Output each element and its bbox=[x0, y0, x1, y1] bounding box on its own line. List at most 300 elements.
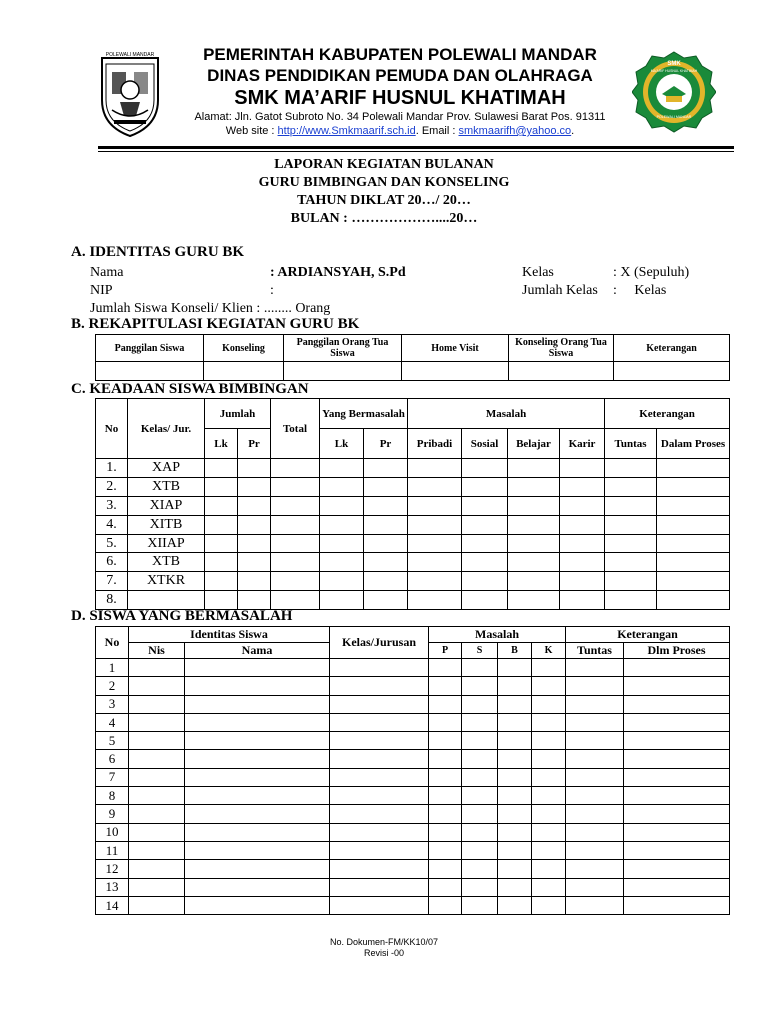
entry-cell[interactable] bbox=[320, 496, 364, 515]
entry-cell[interactable] bbox=[605, 515, 657, 534]
rekap-cell[interactable] bbox=[204, 362, 284, 381]
entry-cell[interactable] bbox=[560, 572, 605, 591]
entry-cell[interactable] bbox=[429, 787, 462, 805]
entry-cell[interactable] bbox=[532, 860, 566, 878]
entry-cell[interactable] bbox=[532, 750, 566, 768]
entry-cell[interactable] bbox=[560, 591, 605, 610]
entry-cell[interactable] bbox=[624, 823, 730, 841]
entry-cell[interactable] bbox=[129, 732, 185, 750]
entry-cell[interactable] bbox=[238, 496, 271, 515]
table-row bbox=[96, 713, 730, 731]
row-number: 5. bbox=[96, 534, 128, 553]
entry-cell[interactable] bbox=[560, 553, 605, 572]
entry-cell[interactable] bbox=[330, 805, 429, 823]
entry-cell[interactable] bbox=[508, 477, 560, 496]
nip-label: NIP bbox=[90, 283, 113, 298]
col-karir: Karir bbox=[560, 429, 605, 459]
entry-cell[interactable] bbox=[624, 860, 730, 878]
entry-cell[interactable] bbox=[566, 878, 624, 896]
table-row bbox=[96, 677, 730, 695]
entry-cell[interactable] bbox=[364, 496, 408, 515]
entry-cell[interactable] bbox=[532, 878, 566, 896]
entry-cell[interactable] bbox=[605, 459, 657, 478]
row-number: 13 bbox=[96, 878, 129, 896]
entry-cell[interactable] bbox=[129, 787, 185, 805]
entry-cell[interactable] bbox=[560, 534, 605, 553]
entry-cell[interactable] bbox=[462, 553, 508, 572]
col-jumlah: Jumlah bbox=[205, 399, 271, 429]
entry-cell[interactable] bbox=[624, 713, 730, 731]
col-lk: Lk bbox=[205, 429, 238, 459]
entry-cell[interactable] bbox=[462, 805, 498, 823]
entry-cell[interactable] bbox=[408, 459, 462, 478]
school-name: SMK MA’ARIF HUSNUL KHATIMAH bbox=[234, 87, 566, 109]
entry-cell[interactable] bbox=[185, 896, 330, 914]
keadaan-table bbox=[95, 398, 730, 610]
email-link[interactable]: smkmaarifh@yahoo.co bbox=[458, 125, 572, 137]
entry-cell[interactable] bbox=[185, 713, 330, 731]
entry-cell[interactable] bbox=[566, 677, 624, 695]
entry-cell[interactable] bbox=[129, 677, 185, 695]
entry-cell[interactable] bbox=[498, 677, 532, 695]
row-number: 3 bbox=[96, 695, 129, 713]
entry-cell[interactable] bbox=[271, 459, 320, 478]
entry-cell[interactable] bbox=[532, 695, 566, 713]
entry-cell[interactable] bbox=[320, 534, 364, 553]
entry-cell[interactable] bbox=[624, 750, 730, 768]
row-number: 7. bbox=[96, 572, 128, 591]
col-keterangan: Keterangan bbox=[566, 627, 730, 643]
entry-cell[interactable] bbox=[429, 695, 462, 713]
row-number: 4 bbox=[96, 713, 129, 731]
entry-cell[interactable] bbox=[238, 477, 271, 496]
entry-cell[interactable] bbox=[605, 496, 657, 515]
entry-cell[interactable] bbox=[566, 768, 624, 786]
row-number: 6 bbox=[96, 750, 129, 768]
entry-cell[interactable] bbox=[364, 459, 408, 478]
entry-cell[interactable] bbox=[605, 591, 657, 610]
entry-cell[interactable] bbox=[330, 841, 429, 859]
entry-cell[interactable] bbox=[605, 534, 657, 553]
entry-cell[interactable] bbox=[185, 659, 330, 677]
entry-cell[interactable] bbox=[330, 677, 429, 695]
entry-cell[interactable] bbox=[462, 496, 508, 515]
entry-cell[interactable] bbox=[238, 534, 271, 553]
entry-cell[interactable] bbox=[657, 572, 730, 591]
entry-cell[interactable] bbox=[408, 496, 462, 515]
entry-cell[interactable] bbox=[129, 860, 185, 878]
entry-cell[interactable] bbox=[185, 695, 330, 713]
col-masalah: Masalah bbox=[429, 627, 566, 643]
table-row bbox=[96, 750, 730, 768]
entry-cell[interactable] bbox=[532, 805, 566, 823]
entry-cell[interactable] bbox=[271, 553, 320, 572]
title-line-3: TAHUN DIKLAT 20…/ 20… bbox=[297, 193, 471, 208]
entry-cell[interactable] bbox=[560, 459, 605, 478]
entry-cell[interactable] bbox=[462, 459, 508, 478]
entry-cell[interactable] bbox=[462, 841, 498, 859]
dept-line: DINAS PENDIDIKAN PEMUDA DAN OLAHRAGA bbox=[207, 66, 593, 85]
rekap-cell[interactable] bbox=[96, 362, 204, 381]
row-kelas: XAP bbox=[128, 459, 205, 478]
entry-cell[interactable] bbox=[185, 823, 330, 841]
entry-cell[interactable] bbox=[364, 572, 408, 591]
entry-cell[interactable] bbox=[185, 860, 330, 878]
entry-cell[interactable] bbox=[429, 896, 462, 914]
entry-cell[interactable] bbox=[498, 787, 532, 805]
entry-cell[interactable] bbox=[364, 534, 408, 553]
entry-cell[interactable] bbox=[185, 787, 330, 805]
entry-cell[interactable] bbox=[429, 878, 462, 896]
revision: Revisi -00 bbox=[363, 948, 404, 958]
section-d-heading: D. SISWA YANG BERMASALAH bbox=[71, 608, 293, 624]
entry-cell[interactable] bbox=[330, 732, 429, 750]
entry-cell[interactable] bbox=[560, 496, 605, 515]
entry-cell[interactable] bbox=[657, 459, 730, 478]
entry-cell[interactable] bbox=[238, 459, 271, 478]
entry-cell[interactable] bbox=[657, 591, 730, 610]
entry-cell[interactable] bbox=[408, 591, 462, 610]
entry-cell[interactable] bbox=[532, 768, 566, 786]
row-number: 5 bbox=[96, 732, 129, 750]
table-row bbox=[96, 496, 730, 515]
row-number: 8 bbox=[96, 787, 129, 805]
rekap-cell[interactable] bbox=[509, 362, 614, 381]
entry-cell[interactable] bbox=[624, 878, 730, 896]
entry-cell[interactable] bbox=[532, 732, 566, 750]
entry-cell[interactable] bbox=[271, 534, 320, 553]
entry-cell[interactable] bbox=[532, 896, 566, 914]
entry-cell[interactable] bbox=[657, 534, 730, 553]
entry-cell[interactable] bbox=[271, 591, 320, 610]
entry-cell[interactable] bbox=[498, 805, 532, 823]
entry-cell[interactable] bbox=[185, 750, 330, 768]
entry-cell[interactable] bbox=[271, 515, 320, 534]
entry-cell[interactable] bbox=[657, 496, 730, 515]
row-number: 2. bbox=[96, 477, 128, 496]
entry-cell[interactable] bbox=[320, 459, 364, 478]
entry-cell[interactable] bbox=[462, 787, 498, 805]
row-kelas: XIAP bbox=[128, 496, 205, 515]
entry-cell[interactable] bbox=[566, 659, 624, 677]
entry-cell[interactable] bbox=[532, 677, 566, 695]
entry-cell[interactable] bbox=[408, 553, 462, 572]
entry-cell[interactable] bbox=[429, 860, 462, 878]
col-pr: Pr bbox=[238, 429, 271, 459]
entry-cell[interactable] bbox=[129, 841, 185, 859]
entry-cell[interactable] bbox=[624, 787, 730, 805]
entry-cell[interactable] bbox=[429, 732, 462, 750]
entry-cell[interactable] bbox=[205, 459, 238, 478]
col-sosial: Sosial bbox=[462, 429, 508, 459]
col-nama: Nama bbox=[185, 643, 330, 659]
entry-cell[interactable] bbox=[205, 591, 238, 610]
entry-cell[interactable] bbox=[129, 768, 185, 786]
entry-cell[interactable] bbox=[498, 878, 532, 896]
entry-cell[interactable] bbox=[238, 572, 271, 591]
row-number: 12 bbox=[96, 860, 129, 878]
row-number: 1 bbox=[96, 659, 129, 677]
rekap-cell[interactable] bbox=[402, 362, 509, 381]
col-keterangan: Keterangan bbox=[614, 335, 730, 362]
col-yang-bermasalah: Yang Bermasalah bbox=[320, 399, 408, 429]
entry-cell[interactable] bbox=[330, 750, 429, 768]
entry-cell[interactable] bbox=[566, 805, 624, 823]
entry-cell[interactable] bbox=[185, 805, 330, 823]
entry-cell[interactable] bbox=[429, 750, 462, 768]
jumlah-kelas-value: : Kelas bbox=[613, 283, 667, 298]
entry-cell[interactable] bbox=[364, 591, 408, 610]
entry-cell[interactable] bbox=[330, 659, 429, 677]
entry-cell[interactable] bbox=[624, 896, 730, 914]
col-masalah: Masalah bbox=[408, 399, 605, 429]
entry-cell[interactable] bbox=[320, 515, 364, 534]
entry-cell[interactable] bbox=[238, 553, 271, 572]
kelas-label: Kelas bbox=[522, 265, 554, 280]
entry-cell[interactable] bbox=[532, 823, 566, 841]
entry-cell[interactable] bbox=[508, 572, 560, 591]
entry-cell[interactable] bbox=[462, 677, 498, 695]
entry-cell[interactable] bbox=[462, 534, 508, 553]
entry-cell[interactable] bbox=[566, 732, 624, 750]
entry-cell[interactable] bbox=[330, 878, 429, 896]
col-tuntas: Tuntas bbox=[605, 429, 657, 459]
entry-cell[interactable] bbox=[508, 496, 560, 515]
entry-cell[interactable] bbox=[129, 878, 185, 896]
entry-cell[interactable] bbox=[566, 713, 624, 731]
entry-cell[interactable] bbox=[364, 553, 408, 572]
entry-cell[interactable] bbox=[508, 459, 560, 478]
entry-cell[interactable] bbox=[462, 572, 508, 591]
entry-cell[interactable] bbox=[566, 841, 624, 859]
table-row bbox=[96, 515, 730, 534]
entry-cell[interactable] bbox=[498, 659, 532, 677]
row-number: 9 bbox=[96, 805, 129, 823]
entry-cell[interactable] bbox=[429, 677, 462, 695]
entry-cell[interactable] bbox=[566, 823, 624, 841]
entry-cell[interactable] bbox=[462, 477, 508, 496]
entry-cell[interactable] bbox=[624, 695, 730, 713]
entry-cell[interactable] bbox=[271, 572, 320, 591]
entry-cell[interactable] bbox=[498, 823, 532, 841]
col-panggilan-ortu: Panggilan Orang Tua Siswa bbox=[284, 335, 402, 362]
table-row bbox=[96, 841, 730, 859]
entry-cell[interactable] bbox=[566, 787, 624, 805]
section-c-heading: C. KEADAAN SISWA BIMBINGAN bbox=[71, 381, 309, 397]
entry-cell[interactable] bbox=[566, 860, 624, 878]
entry-cell[interactable] bbox=[462, 591, 508, 610]
entry-cell[interactable] bbox=[238, 515, 271, 534]
row-number: 4. bbox=[96, 515, 128, 534]
col-konseling-ortu: Konseling Orang Tua Siswa bbox=[509, 335, 614, 362]
entry-cell[interactable] bbox=[462, 750, 498, 768]
entry-cell[interactable] bbox=[205, 553, 238, 572]
web-label: Web site : bbox=[225, 125, 278, 137]
entry-cell[interactable] bbox=[657, 553, 730, 572]
entry-cell[interactable] bbox=[498, 713, 532, 731]
entry-cell[interactable] bbox=[462, 659, 498, 677]
entry-cell[interactable] bbox=[129, 823, 185, 841]
entry-cell[interactable] bbox=[129, 750, 185, 768]
col-panggilan-siswa: Panggilan Siswa bbox=[96, 335, 204, 362]
email-end: . bbox=[571, 125, 575, 137]
entry-cell[interactable] bbox=[429, 823, 462, 841]
entry-cell[interactable] bbox=[508, 553, 560, 572]
entry-cell[interactable] bbox=[462, 860, 498, 878]
entry-cell[interactable] bbox=[462, 878, 498, 896]
entry-cell[interactable] bbox=[185, 732, 330, 750]
entry-cell[interactable] bbox=[205, 477, 238, 496]
entry-cell[interactable] bbox=[560, 477, 605, 496]
table-row bbox=[96, 362, 730, 381]
entry-cell[interactable] bbox=[624, 732, 730, 750]
entry-cell[interactable] bbox=[498, 841, 532, 859]
entry-cell[interactable] bbox=[532, 841, 566, 859]
crest-label: POLEWALI MANDAR bbox=[105, 52, 155, 58]
entry-cell[interactable] bbox=[508, 534, 560, 553]
col-konseling: Konseling bbox=[204, 335, 284, 362]
row-number: 6. bbox=[96, 553, 128, 572]
entry-cell[interactable] bbox=[408, 477, 462, 496]
entry-cell[interactable] bbox=[320, 591, 364, 610]
website-link[interactable]: http://www.Smkmaarif.sch.id bbox=[277, 125, 416, 137]
row-number: 7 bbox=[96, 768, 129, 786]
entry-cell[interactable] bbox=[185, 768, 330, 786]
entry-cell[interactable] bbox=[364, 477, 408, 496]
table-row bbox=[96, 732, 730, 750]
rekap-cell[interactable] bbox=[614, 362, 730, 381]
entry-cell[interactable] bbox=[624, 805, 730, 823]
document-footer bbox=[0, 937, 768, 959]
entry-cell[interactable] bbox=[566, 695, 624, 713]
entry-cell[interactable] bbox=[508, 591, 560, 610]
entry-cell[interactable] bbox=[429, 805, 462, 823]
entry-cell[interactable] bbox=[429, 841, 462, 859]
entry-cell[interactable] bbox=[560, 515, 605, 534]
entry-cell[interactable] bbox=[508, 515, 560, 534]
entry-cell[interactable] bbox=[462, 768, 498, 786]
entry-cell[interactable] bbox=[129, 896, 185, 914]
entry-cell[interactable] bbox=[624, 659, 730, 677]
col-no: No bbox=[96, 399, 128, 459]
table-row bbox=[96, 805, 730, 823]
entry-cell[interactable] bbox=[624, 677, 730, 695]
entry-cell[interactable] bbox=[129, 805, 185, 823]
entry-cell[interactable] bbox=[320, 477, 364, 496]
entry-cell[interactable] bbox=[129, 713, 185, 731]
col-k: K bbox=[532, 643, 566, 659]
entry-cell[interactable] bbox=[605, 477, 657, 496]
entry-cell[interactable] bbox=[330, 768, 429, 786]
row-number: 2 bbox=[96, 677, 129, 695]
entry-cell[interactable] bbox=[462, 732, 498, 750]
entry-cell[interactable] bbox=[498, 695, 532, 713]
table-row bbox=[96, 860, 730, 878]
entry-cell[interactable] bbox=[532, 659, 566, 677]
entry-cell[interactable] bbox=[462, 695, 498, 713]
entry-cell[interactable] bbox=[429, 768, 462, 786]
entry-cell[interactable] bbox=[205, 496, 238, 515]
entry-cell[interactable] bbox=[185, 878, 330, 896]
entry-cell[interactable] bbox=[364, 515, 408, 534]
polewali-mandar-crest-icon bbox=[98, 50, 162, 138]
entry-cell[interactable] bbox=[498, 768, 532, 786]
entry-cell[interactable] bbox=[498, 750, 532, 768]
emblem-ring-text: MA'ARIF HUSNUL KHATIMAH bbox=[650, 69, 698, 73]
entry-cell[interactable] bbox=[129, 695, 185, 713]
entry-cell[interactable] bbox=[408, 572, 462, 591]
col-keterangan: Keterangan bbox=[605, 399, 730, 429]
entry-cell[interactable] bbox=[129, 659, 185, 677]
entry-cell[interactable] bbox=[498, 732, 532, 750]
row-kelas: XTKR bbox=[128, 572, 205, 591]
table-row bbox=[96, 477, 730, 496]
entry-cell[interactable] bbox=[205, 534, 238, 553]
row-number: 11 bbox=[96, 841, 129, 859]
entry-cell[interactable] bbox=[624, 768, 730, 786]
entry-cell[interactable] bbox=[462, 896, 498, 914]
col-pribadi: Pribadi bbox=[408, 429, 462, 459]
col-b: B bbox=[498, 643, 532, 659]
entry-cell[interactable] bbox=[185, 841, 330, 859]
table-row bbox=[96, 896, 730, 914]
entry-cell[interactable] bbox=[205, 572, 238, 591]
col-dlm-proses: Dlm Proses bbox=[624, 643, 730, 659]
entry-cell[interactable] bbox=[657, 515, 730, 534]
entry-cell[interactable] bbox=[462, 713, 498, 731]
entry-cell[interactable] bbox=[330, 787, 429, 805]
entry-cell[interactable] bbox=[532, 713, 566, 731]
entry-cell[interactable] bbox=[205, 515, 238, 534]
entry-cell[interactable] bbox=[271, 496, 320, 515]
title-line-4: BULAN : ………………....20… bbox=[290, 211, 478, 226]
entry-cell[interactable] bbox=[408, 515, 462, 534]
entry-cell[interactable] bbox=[498, 896, 532, 914]
entry-cell[interactable] bbox=[566, 896, 624, 914]
entry-cell[interactable] bbox=[498, 860, 532, 878]
rekap-cell[interactable] bbox=[284, 362, 402, 381]
entry-cell[interactable] bbox=[429, 659, 462, 677]
entry-cell[interactable] bbox=[330, 695, 429, 713]
entry-cell[interactable] bbox=[566, 750, 624, 768]
entry-cell[interactable] bbox=[330, 860, 429, 878]
entry-cell[interactable] bbox=[271, 477, 320, 496]
entry-cell[interactable] bbox=[320, 553, 364, 572]
entry-cell[interactable] bbox=[330, 896, 429, 914]
entry-cell[interactable] bbox=[238, 591, 271, 610]
entry-cell[interactable] bbox=[605, 553, 657, 572]
emblem-top: SMK bbox=[667, 61, 681, 67]
entry-cell[interactable] bbox=[330, 713, 429, 731]
entry-cell[interactable] bbox=[429, 713, 462, 731]
title-line-2: GURU BIMBINGAN DAN KONSELING bbox=[258, 175, 510, 190]
entry-cell[interactable] bbox=[462, 515, 508, 534]
col-dalam-proses: Dalam Proses bbox=[657, 429, 730, 459]
entry-cell[interactable] bbox=[462, 823, 498, 841]
entry-cell[interactable] bbox=[320, 572, 364, 591]
siswa-bermasalah-table bbox=[95, 626, 730, 915]
table-row bbox=[96, 823, 730, 841]
entry-cell[interactable] bbox=[330, 823, 429, 841]
entry-cell[interactable] bbox=[532, 787, 566, 805]
entry-cell[interactable] bbox=[657, 477, 730, 496]
entry-cell[interactable] bbox=[605, 572, 657, 591]
row-kelas: XTB bbox=[128, 477, 205, 496]
entry-cell[interactable] bbox=[408, 534, 462, 553]
entry-cell[interactable] bbox=[185, 677, 330, 695]
row-number: 8. bbox=[96, 591, 128, 610]
entry-cell[interactable] bbox=[624, 841, 730, 859]
